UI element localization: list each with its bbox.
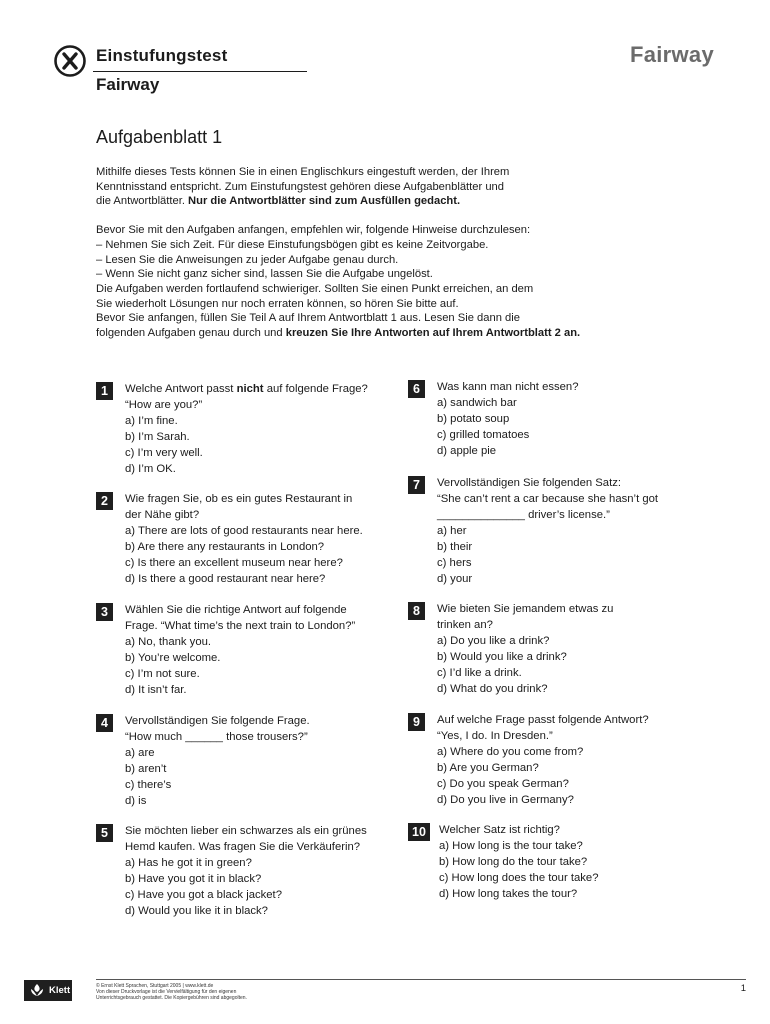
intro-text: folgenden Aufgaben genau durch und <box>96 327 286 340</box>
answer-option: c) How long does the tour take? <box>439 872 599 884</box>
task-question-line: der Nähe gibt? <box>125 509 200 521</box>
task-body <box>437 475 658 587</box>
answer-option: a) are <box>125 747 155 759</box>
task-body <box>125 381 368 477</box>
answer-option: b) Are there any restaurants in London? <box>125 541 325 553</box>
answer-option: b) I’m Sarah. <box>125 431 190 443</box>
task-question-line: Vervollständigen Sie folgende Frage. <box>125 715 310 727</box>
task-question-line: Sie möchten lieber ein schwarzes als ein grünes <box>125 825 367 837</box>
answer-option: d) Do you live in Germany? <box>437 794 574 806</box>
klett-logo <box>24 980 72 1001</box>
intro-text: die Antwortblätter. <box>96 195 189 208</box>
task-number: 1 <box>96 382 113 400</box>
task-number: 2 <box>96 492 113 510</box>
task-body <box>125 823 367 919</box>
answer-option: d) Is there a good restaurant near here? <box>125 573 326 585</box>
answer-option: c) hers <box>437 557 472 569</box>
task-number: 6 <box>408 380 425 398</box>
task-number: 4 <box>96 714 113 732</box>
task-body <box>439 822 599 902</box>
task-question-line: trinken an? <box>437 619 493 631</box>
task-question-line: Wählen Sie die richtige Antwort auf folgende <box>125 604 347 616</box>
intro-line: Bevor Sie mit den Aufgaben anfangen, empfehlen wir, folgende Hinweise durchzulesen: <box>96 224 531 237</box>
answer-option: a) Do you like a drink? <box>437 635 550 647</box>
header-subtitle: Fairway <box>96 75 160 94</box>
copyright-line: Von dieser Druckvorlage ist die Vervielfältigung für den eigenen <box>96 989 237 996</box>
task-question-line: Auf welche Frage passt folgende Antwort? <box>437 714 649 726</box>
brand-name: Fairway <box>629 42 714 67</box>
copyright-notice <box>96 983 247 1002</box>
task-number: 9 <box>408 713 425 731</box>
task-question-line: Welche Antwort passt nicht auf folgende Frage? <box>125 383 368 395</box>
task-number: 3 <box>96 603 113 621</box>
answer-option: a) Where do you come from? <box>437 746 584 758</box>
header-title: Einstufungstest <box>96 46 228 65</box>
klett-logo-icon <box>29 983 45 998</box>
task-body <box>125 713 310 809</box>
answer-option: a) How long is the tour take? <box>439 840 583 852</box>
footer-divider <box>96 979 746 980</box>
answer-option: b) Are you German? <box>437 762 539 774</box>
answer-option: d) It isn’t far. <box>125 684 187 696</box>
intro-line: Die Aufgaben werden fortlaufend schwieriger. Sollten Sie einen Punkt erreichen, an dem <box>96 282 534 295</box>
circle-x-logo-icon <box>53 44 87 78</box>
task-question-line: Wie bieten Sie jemandem etwas zu <box>437 603 614 615</box>
intro-line: Sie wiederholt Lösungen nur noch erraten können, so hören Sie bitte auf. <box>96 297 459 310</box>
answer-option: d) is <box>125 795 147 807</box>
answer-option: b) Have you got it in black? <box>125 873 262 885</box>
task-question-line: ______________ driver’s license.” <box>437 509 610 521</box>
answer-option: d) I’m OK. <box>125 463 176 475</box>
answer-option: d) Would you like it in black? <box>125 905 268 917</box>
answer-option: d) apple pie <box>437 445 497 457</box>
task-number: 7 <box>408 476 425 494</box>
answer-option: a) No, thank you. <box>125 636 212 648</box>
instructions <box>96 165 656 341</box>
task-number: 5 <box>96 824 113 842</box>
task-question-line: Was kann man nicht essen? <box>437 381 579 393</box>
task-question-line: “She can’t rent a car because she hasn’t got <box>437 493 659 505</box>
answer-option: d) your <box>437 573 473 585</box>
answer-option: c) I’m not sure. <box>125 668 200 680</box>
task-question-line: Welcher Satz ist richtig? <box>439 824 560 836</box>
answer-option: b) potato soup <box>437 413 510 425</box>
answer-option: b) You’re welcome. <box>125 652 221 664</box>
intro-line <box>96 326 656 341</box>
answer-option: a) Has he got it in green? <box>125 857 252 869</box>
answer-option: a) her <box>437 525 467 537</box>
intro-line: – Lesen Sie die Anweisungen zu jeder Aufgabe genau durch. <box>96 253 399 266</box>
intro-line: – Nehmen Sie sich Zeit. Für diese Einstufungsbögen gibt es keine Zeitvorgabe. <box>96 238 489 251</box>
answer-option: c) Is there an excellent museum near here? <box>125 557 343 569</box>
task-body <box>125 602 355 698</box>
answer-option: c) grilled tomatoes <box>437 429 530 441</box>
klett-logo-text: Klett <box>49 985 71 996</box>
task-number: 8 <box>408 602 425 620</box>
answer-option: c) there’s <box>125 779 172 791</box>
answer-option: c) Do you speak German? <box>437 778 569 790</box>
answer-option: c) I’m very well. <box>125 447 203 459</box>
answer-option: a) I’m fine. <box>125 415 178 427</box>
paragraph-gap <box>96 209 656 223</box>
page-number: 1 <box>740 983 746 994</box>
answer-option: b) Would you like a drink? <box>437 651 567 663</box>
answer-option: a) sandwich bar <box>437 397 517 409</box>
intro-emphasis: kreuzen Sie Ihre Antworten auf Ihrem Antwortblatt 2 an. <box>285 327 581 340</box>
task-number: 10 <box>408 823 430 841</box>
answer-option: b) aren’t <box>125 763 167 775</box>
intro-line: Bevor Sie anfangen, füllen Sie Teil A auf Ihrem Antwortblatt 1 aus. Lesen Sie dann die <box>96 312 520 325</box>
answer-option: d) How long takes the tour? <box>439 888 578 900</box>
answer-option: c) I’d like a drink. <box>437 667 522 679</box>
task-question-line: “How much ______ those trousers?” <box>125 731 308 743</box>
task-question-line: Vervollständigen Sie folgenden Satz: <box>437 477 622 489</box>
intro-emphasis: Nur die Antwortblätter sind zum Ausfüllen gedacht. <box>188 195 461 208</box>
copyright-line: Unterrichtsgebrauch gestattet. Die Kopiergebühren sind abgegolten. <box>96 995 247 1002</box>
task-body <box>437 379 579 459</box>
task-question-line: Hemd kaufen. Was fragen Sie die Verkäuferin? <box>125 841 361 853</box>
emphasis-word: nicht <box>236 383 264 395</box>
copyright-line: © Ernst Klett Sprachen, Stuttgart 2005 | www.klett.de <box>96 983 214 989</box>
answer-option: a) There are lots of good restaurants near here. <box>125 525 363 537</box>
answer-option: b) How long do the tour take? <box>439 856 588 868</box>
sheet-title: Aufgabenblatt 1 <box>96 127 223 147</box>
intro-line: Kenntnisstand entspricht. Zum Einstufungstest gehören diese Aufgabenblätter und <box>96 180 504 193</box>
task-question-line: Frage. “What time’s the next train to London?” <box>125 620 356 632</box>
intro-line: Mithilfe dieses Tests können Sie in einen Englischkurs eingestuft werden, der Ihrem <box>96 166 510 178</box>
task-question-line: “Yes, I do. In Dresden.” <box>437 730 553 742</box>
task-body <box>437 712 649 808</box>
task-question-line: Wie fragen Sie, ob es ein gutes Restaurant in <box>125 493 353 505</box>
task-body <box>125 491 363 587</box>
intro-line: – Wenn Sie nicht ganz sicher sind, lassen Sie die Aufgabe ungelöst. <box>96 268 433 281</box>
task-body <box>437 601 613 697</box>
answer-option: d) What do you drink? <box>437 683 548 695</box>
header-divider <box>93 71 307 72</box>
intro-line <box>96 194 656 209</box>
task-question-line: “How are you?” <box>125 399 203 411</box>
answer-option: c) Have you got a black jacket? <box>125 889 282 901</box>
answer-option: b) their <box>437 541 473 553</box>
